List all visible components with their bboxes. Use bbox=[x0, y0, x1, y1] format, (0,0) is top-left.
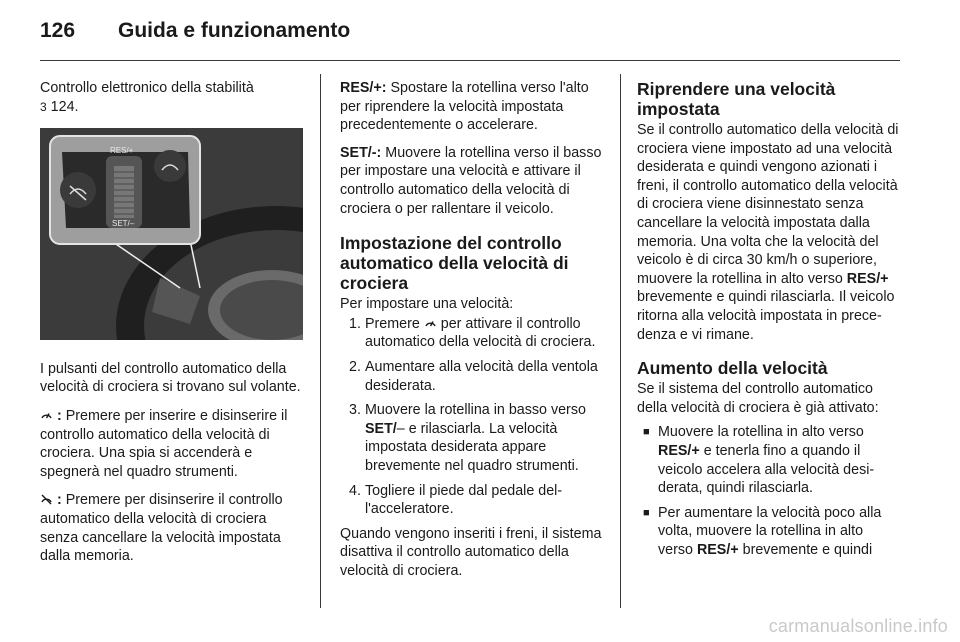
set-term: SET/-: bbox=[340, 144, 382, 161]
list-item: 4. Togliere il piede dal pedale dell'acceleratore. bbox=[349, 482, 563, 518]
set-label: SET/– bbox=[112, 219, 135, 229]
column-3 bbox=[637, 79, 901, 565]
paragraph-brakes: Quando vengono inseriti i freni, il sistema disattiva il controllo automatico della velocità di crociera. bbox=[340, 525, 602, 579]
paragraph-set bbox=[340, 144, 604, 218]
paragraph-cruise-toggle bbox=[40, 407, 304, 481]
column-1 bbox=[40, 79, 304, 576]
res-term: RES/+: bbox=[340, 80, 387, 96]
paragraph-increase: Se il sistema del controllo automatico della velocità di crociera è già attivato: bbox=[637, 381, 879, 416]
watermark: carmanualsonline.info bbox=[768, 616, 948, 636]
section-heading-increase: Aumento della velocità bbox=[637, 358, 828, 379]
reference-arrow-icon: 3 bbox=[40, 99, 47, 114]
steering-wheel-figure bbox=[40, 128, 303, 340]
steps-list bbox=[340, 315, 604, 519]
list-item: ■ Per aumentare la velocità poco alla volta, muovere la rotellina in alto verso RES/+ brevemente e quindi bbox=[643, 504, 882, 558]
intro-text: Controllo elettronico della stabilità bbox=[40, 80, 254, 96]
res-description: Spostare la rotellina verso l'alto per riprendere la velocità impostata precedentemente o accelerare. bbox=[340, 80, 589, 134]
cruise-toggle-text: Premere per inserire e disinserire il controllo automatico della velocità di crociera. Una spia si accenderà e spegnerà nel quadro strumenti. bbox=[40, 407, 288, 480]
cruise-cancel-colon: : bbox=[53, 492, 62, 509]
section-heading-resume: Riprendere una velocità impostata bbox=[637, 79, 836, 119]
paragraph-resume: Se il controllo automatico della velocità di crociera viene impostato ad una velocità desiderata e quindi vengono azionati i freni, il controllo automatico della velocità di crociera viene disinnestato senza cancellare la velocità impostata dalla memoria. Una volta che la velocità del veicolo è di circa 30 km/h o superiore, muovere la rotellina in alto verso RES/+ brevemente e quindi rilasciarla. Il veicolo ritorna alla velocità impostata in precedenza e vi rimane. bbox=[637, 122, 899, 343]
column-divider-1 bbox=[320, 74, 321, 608]
steps-lead: Per impostare una velocità: bbox=[340, 296, 514, 313]
set-description: Muovere la rotellina verso il basso per impostare una velocità e attivare il controllo automatico della velocità di crociera o per rallentare il veicolo. bbox=[340, 144, 602, 217]
bullet-icon: ■ bbox=[643, 506, 650, 519]
page-title: Guida e funzionamento bbox=[118, 19, 351, 42]
cruise-toggle-colon: : bbox=[53, 407, 62, 424]
section-heading-set-speed: Impostazione del controllo automatico della velocità di crociera bbox=[340, 233, 569, 294]
cruise-control-icon bbox=[424, 317, 437, 329]
cruise-control-icon bbox=[40, 409, 53, 421]
page-number: 126 bbox=[40, 19, 76, 42]
paragraph-res bbox=[340, 79, 604, 135]
paragraph-buttons-location: I pulsanti del controllo automatico della velocità di crociera si trovano sul volante. bbox=[40, 360, 301, 396]
column-divider-2 bbox=[620, 74, 621, 608]
cruise-cancel-icon bbox=[40, 493, 53, 505]
list-item: 2. Aumentare alla velocità della ventola desiderata. bbox=[349, 358, 598, 394]
column-2 bbox=[340, 79, 604, 590]
increase-list bbox=[637, 423, 901, 559]
list-item: 1. Premere per attivare il controllo automatico della velocità di crociera. bbox=[349, 315, 596, 351]
header-rule bbox=[40, 60, 900, 61]
page-reference bbox=[40, 98, 304, 117]
res-label: RES/+ bbox=[110, 146, 134, 156]
paragraph-cruise-cancel bbox=[40, 491, 304, 565]
reference-page: 124. bbox=[50, 98, 79, 115]
list-item: ■ Muovere la rotellina in alto verso RES/+ e tenerla fino a quando il veicolo accelera alla velocità desiderata, quindi rilasciarla. bbox=[643, 424, 875, 497]
cruise-cancel-text: Premere per disinserire il controllo automatico della velocità di crociera senza cancellare la velocità impostata dalla memoria. bbox=[40, 492, 283, 565]
list-item: 3. Muovere la rotellina in basso verso SET/– e rilasciarla. La velocità impostata desiderata appare brevemente nel quadro strumenti. bbox=[349, 402, 586, 474]
bullet-icon: ■ bbox=[643, 426, 650, 439]
